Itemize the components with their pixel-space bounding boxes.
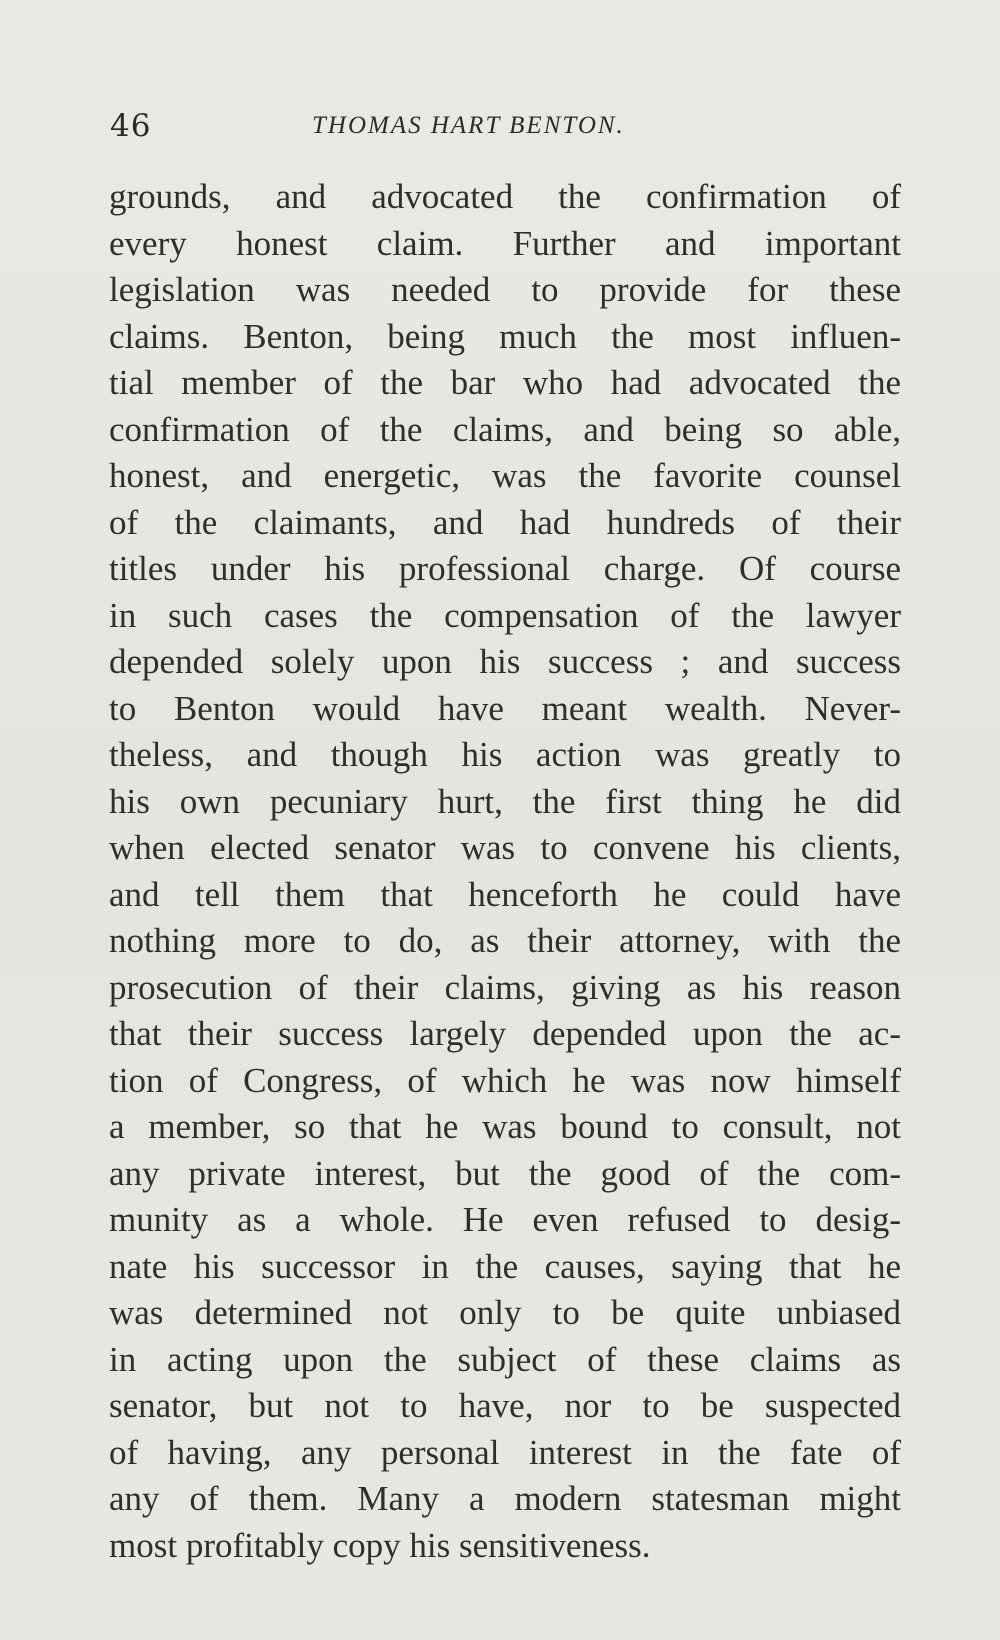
running-title: THOMAS HART BENTON.	[312, 112, 625, 139]
page-number: 46	[110, 108, 152, 144]
text-line: depended solely upon his success ; and success	[109, 642, 901, 681]
text-line: his own pecuniary hurt, the first thing he did	[109, 781, 901, 821]
text-line: in such cases the compensation of the lawyer	[109, 595, 901, 635]
text-line: a member, so that he was bound to consult, not	[109, 1107, 901, 1146]
body-text	[109, 174, 901, 1569]
text-line: claims. Benton, being much the most influen-	[109, 316, 901, 356]
text-line: grounds, and advocated the confirmation of	[109, 177, 901, 216]
text-line: of the claimants, and had hundreds of their	[109, 502, 901, 542]
text-line: munity as a whole. He even refused to desig-	[109, 1200, 901, 1239]
text-line: in acting upon the subject of these claims as	[109, 1339, 901, 1379]
text-line: nothing more to do, as their attorney, with the	[109, 921, 901, 960]
text-line: confirmation of the claims, and being so able,	[109, 409, 901, 449]
text-line: tion of Congress, of which he was now himself	[109, 1060, 901, 1100]
text-line: honest, and energetic, was the favorite counsel	[109, 456, 901, 495]
text-line: when elected senator was to convene his clients,	[109, 828, 901, 867]
text-line: prosecution of their claims, giving as his reason	[109, 967, 901, 1007]
text-line: titles under his professional charge. Of course	[109, 549, 901, 588]
text-line: senator, but not to have, nor to be suspected	[109, 1386, 901, 1425]
text-line: to Benton would have meant wealth. Never-	[109, 688, 901, 728]
text-line: any private interest, but the good of the com-	[109, 1153, 901, 1193]
text-line: and tell them that henceforth he could have	[109, 874, 901, 914]
text-line: tial member of the bar who had advocated the	[109, 363, 901, 402]
running-head	[110, 108, 900, 152]
text-line: most profitably copy his sensitiveness.	[109, 1525, 651, 1565]
text-line: legislation was needed to provide for these	[109, 270, 901, 309]
text-line: any of them. Many a modern statesman might	[109, 1479, 901, 1518]
text-line: nate his successor in the causes, saying that he	[109, 1246, 901, 1286]
text-line: theless, and though his action was greatly to	[109, 735, 901, 774]
text-line: every honest claim. Further and important	[109, 223, 901, 263]
text-line: that their success largely depended upon the ac-	[109, 1014, 901, 1053]
text-line: of having, any personal interest in the fate of	[109, 1432, 901, 1472]
text-line: was determined not only to be quite unbiased	[109, 1293, 901, 1332]
